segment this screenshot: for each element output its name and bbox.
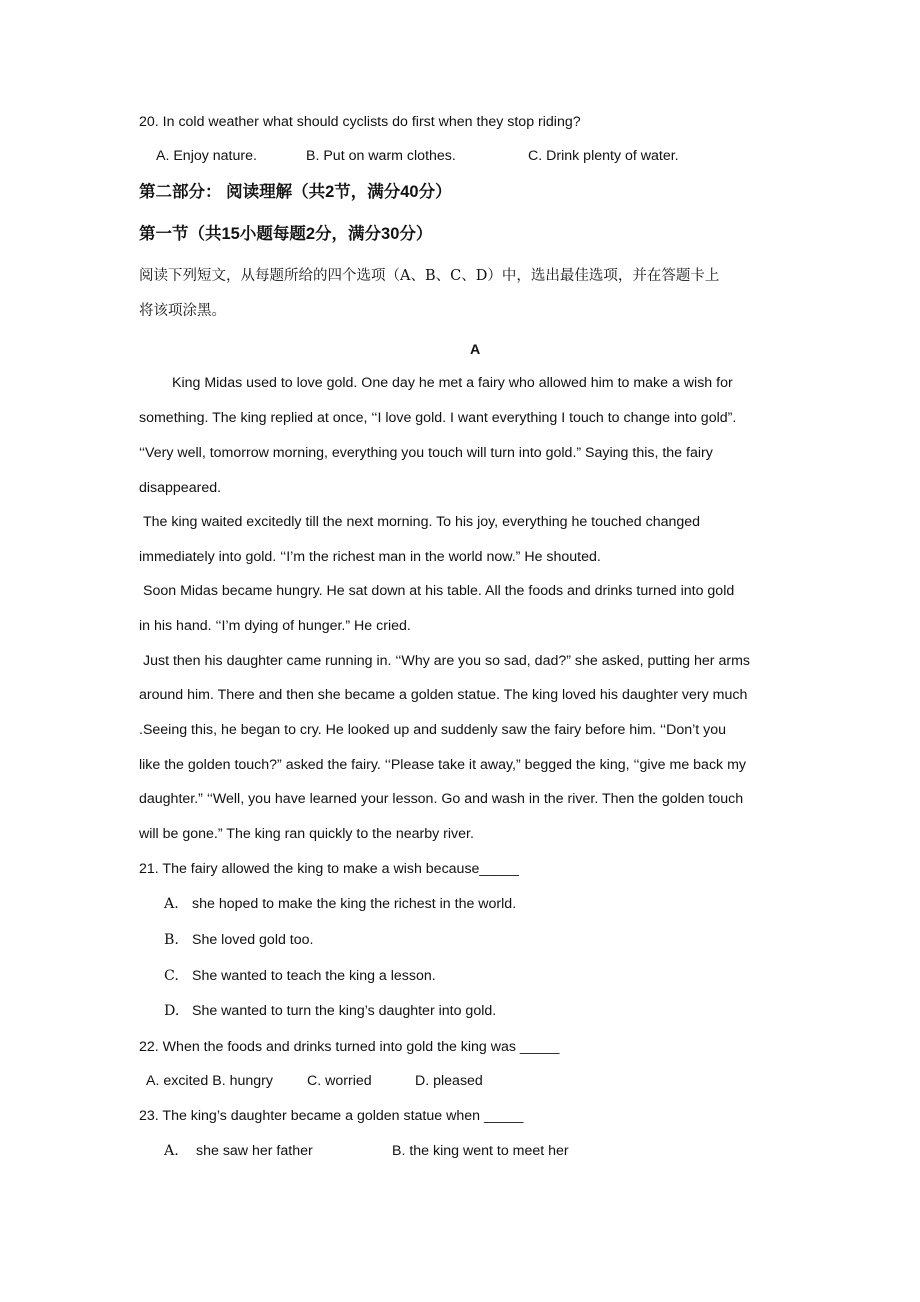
option-letter: C. [164, 968, 179, 984]
option-text: She wanted to turn the king’s daughter into gold. [192, 1003, 497, 1019]
passage-line: ‘‘Very well, tomorrow morning, everything you touch will turn into gold.” Saying this, the fairy [139, 445, 713, 461]
question-23-stem: 23. The king’s daughter became a golden statue when _____ [139, 1108, 524, 1124]
passage-line: King Midas used to love gold. One day he met a fairy who allowed him to make a wish for [172, 375, 733, 391]
passage-line: The king waited excitedly till the next morning. To his joy, everything he touched changed [143, 514, 701, 530]
question-20-option-b: B. Put on warm clothes. [306, 148, 456, 164]
section-1-title: 第一节（共15小题每题2分，满分30分） [139, 225, 433, 243]
passage-line: .Seeing this, he began to cry. He looked up and suddenly saw the fairy before him. ‘‘Don’t you [139, 722, 727, 738]
instructions-line-1: 阅读下列短文，从每题所给的四个选项（A、B、C、D）中，选出最佳选项，并在答题卡上 [139, 268, 720, 284]
passage-line: disappeared. [139, 480, 222, 496]
option-letter: D. [164, 1003, 180, 1019]
question-20-option-a: A. Enjoy nature. [156, 148, 257, 164]
passage-line: Just then his daughter came running in. ‘‘Why are you so sad, dad?” she asked, putting her arms [143, 653, 750, 669]
question-21-option-c [164, 966, 436, 986]
option-text: She loved gold too. [192, 932, 314, 948]
passage-line: Soon Midas became hungry. He sat down at his table. All the foods and drinks turned into gold [143, 583, 735, 599]
question-23-option-a [164, 1141, 313, 1161]
question-21-option-a [164, 894, 516, 914]
option-text: she saw her father [196, 1143, 313, 1159]
question-22-option-d: D. pleased [415, 1073, 483, 1089]
passage-line: in his hand. ‘‘I’m dying of hunger.” He cried. [139, 618, 411, 634]
question-22-stem: 22. When the foods and drinks turned into gold the king was _____ [139, 1039, 560, 1055]
question-22-option-c: C. worried [307, 1073, 372, 1089]
option-letter: A. [164, 896, 179, 912]
passage-line: around him. There and then she became a golden statue. The king loved his daughter very much [139, 687, 748, 703]
passage-line: like the golden touch?” asked the fairy. ‘‘Please take it away,” begged the king, ‘‘give me back my [139, 757, 746, 773]
passage-label: A [470, 342, 481, 358]
passage-line: will be gone.” The king ran quickly to the nearby river. [139, 826, 474, 842]
passage-line: daughter.” ‘‘Well, you have learned your lesson. Go and wash in the river. Then the golden touch [139, 791, 744, 807]
question-22-option-ab: A. excited B. hungry [146, 1073, 273, 1089]
question-20-stem: 20. In cold weather what should cyclists do first when they stop riding? [139, 114, 581, 130]
passage-line: something. The king replied at once, ‘‘I love gold. I want everything I touch to change into gold”. [139, 410, 737, 426]
question-21-stem: 21. The fairy allowed the king to make a wish because_____ [139, 861, 519, 877]
option-letter: A. [164, 1143, 179, 1159]
option-text: She wanted to teach the king a lesson. [192, 968, 436, 984]
question-20-option-c: C. Drink plenty of water. [528, 148, 679, 164]
part-2-title: 第二部分： 阅读理解（共2节，满分40分） [139, 183, 452, 201]
question-23-option-b: B. the king went to meet her [392, 1143, 569, 1159]
passage-line: immediately into gold. ‘‘I’m the richest man in the world now.” He shouted. [139, 549, 601, 565]
option-text: she hoped to make the king the richest in the world. [192, 896, 517, 912]
question-21-option-d [164, 1001, 496, 1021]
option-letter: B. [164, 932, 179, 948]
instructions-line-2: 将该项涂黑。 [139, 303, 226, 319]
question-21-option-b [164, 930, 313, 950]
